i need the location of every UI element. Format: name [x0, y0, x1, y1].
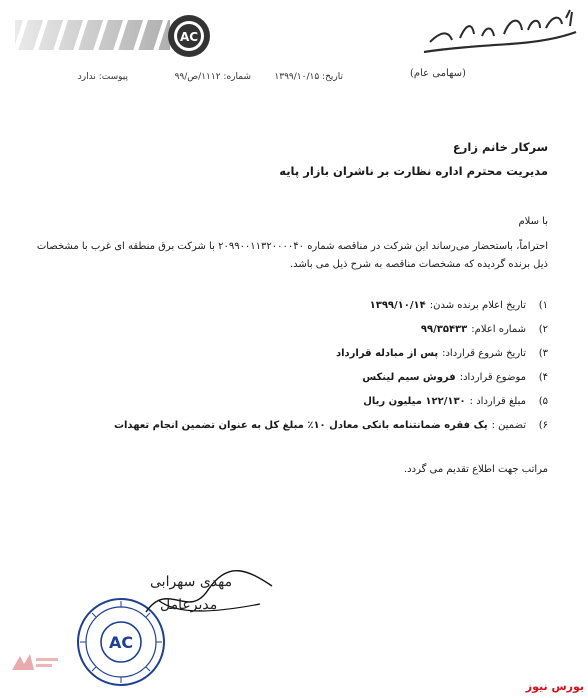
signer-title: مدیرعامل	[160, 597, 218, 613]
letterhead	[0, 0, 588, 110]
list-item: ۲) شماره اعلام: ۹۹/۳۵۴۳۳	[420, 324, 548, 335]
date-label: تاریخ:	[322, 72, 343, 82]
stamp-initials: AC	[108, 633, 134, 652]
list-item: ۱) تاریخ اعلام برنده شدن: ۱۳۹۹/۱۰/۱۴	[369, 300, 548, 311]
number-label: شماره:	[223, 72, 251, 82]
list-item: ۳) تاریخ شروع قرارداد: پس از مبادله قرارداد	[335, 348, 548, 359]
company-logo-stripes	[15, 14, 170, 56]
company-gear-logo	[167, 14, 211, 58]
closing-line: مراتب جهت اطلاع تقدیم می گردد.	[403, 464, 548, 475]
list-item: ۶) تضمین : یک فقره ضمانتنامه بانکی معادل ۱۰٪ مبلغ کل به عنوان تضمین انجام تعهدات	[113, 420, 548, 431]
attachment-label: پیوست:	[98, 72, 128, 82]
attachment-value: ندارد	[77, 72, 96, 82]
letter-body: احتراماً، باستحضار می‌رساند این شرکت در مناقصه شماره ۲۰۹۹۰۰۱۱۳۲۰۰۰۰۴۰ با شرکت برق منطقه ای غرب با مشخصات ذیل برنده گردیده که مشخصات مناقصه به شرح ذیل می باشد.	[36, 241, 548, 270]
signer-name: مهدی سهرابی	[150, 574, 233, 590]
svg-text:AC: AC	[179, 30, 199, 44]
source-label: بورس نیوز	[525, 680, 584, 693]
recipient-name: سرکار خانم زارع	[452, 140, 548, 154]
company-script-wordmark	[420, 8, 580, 64]
tender-details-list	[28, 300, 548, 444]
company-type-subtitle: (سهامی عام)	[410, 68, 466, 79]
attachment-field	[78, 72, 128, 82]
list-item: ۵) مبلغ قرارداد : ۱۲۲/۱۳۰ میلیون ریال	[363, 396, 548, 407]
list-item: ۴) موضوع قرارداد: فروش سیم لینکس	[362, 372, 548, 383]
news-watermark-logo	[6, 650, 62, 676]
handwritten-signature	[138, 560, 278, 630]
date-value: ۱۳۹۹/۱۰/۱۵	[274, 72, 320, 82]
greeting: با سلام	[518, 216, 548, 227]
number-value: ۱۱۱۲/ص/۹۹	[174, 72, 221, 82]
recipient-department: مدیریت محترم اداره نظارت بر ناشران بازار پایه	[279, 164, 548, 178]
number-field	[175, 72, 251, 82]
date-field	[274, 72, 343, 82]
